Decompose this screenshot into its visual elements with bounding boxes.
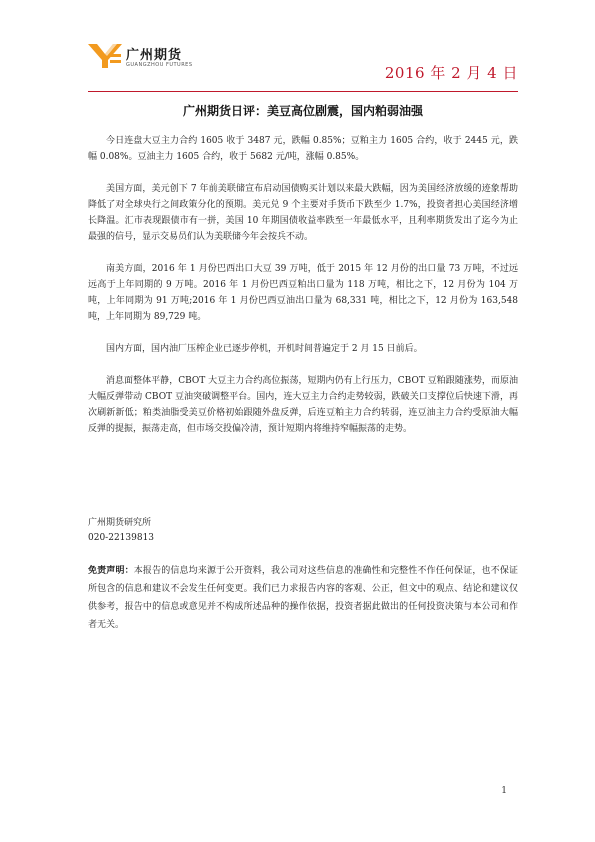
contact-phone: 020-22139813 (88, 533, 155, 543)
disclaimer (88, 562, 518, 634)
logo-text-cn: 广州期货 (126, 48, 183, 63)
disclaimer-text: 本报告的信息均来源于公开资料，我公司对这些信息的准确性和完整性不作任何保证，也不保证所包含的信息和建议不会发生任何变更。我们已力求报告内容的客观、公正，但文中的观点、结论和建议仅供参考，报告中的信息或意见并不构成所述品种的操作依据，投资者据此做出的任何投资决策与本公司和作者无关。 (88, 566, 518, 630)
paragraph-domestic: 国内方面，国内油厂压榨企业已逐步停机，开机时间普遍定于 2 月 15 日前后。 (106, 344, 423, 354)
report-footer (88, 516, 518, 634)
paragraph-us: 美国方面，美元创下 7 年前美联储宣布启动国债购买计划以来最大跌幅，因为美国经济放缓的迹象帮助降低了对全球央行之间政策分化的预期。美元兑 9 个主要对手货币下跌至少 1.7%，投资者担心美国经济增长降温。汇市表现跟债市有一拼，美国 10 年期国债收益率跌至一年最低水平，且利率期货发出了迄今为止最强的信号，显示交易员们认为美联储今年会按兵不动。 (88, 184, 518, 242)
disclaimer-label: 免责声明： (88, 566, 134, 576)
page-header (88, 38, 518, 90)
company-logo (88, 38, 228, 78)
paragraph-market-close: 今日连盘大豆主力合约 1605 收于 3487 元，跌幅 0.85%；豆粕主力 1605 合约，收于 2445 元，跌幅 0.08%。豆油主力 1605 合约，收于 5682 元/吨，涨幅 0.85%。 (88, 136, 518, 162)
paragraph-south-america: 南美方面，2016 年 1 月份巴西出口大豆 39 万吨，低于 2015 年 12 月份的出口量 73 万吨，不过远远高于上年同期的 9 万吨。2016 年 1 月份巴西豆粕出口量为 118 万吨，相比之下，12 月份为 104 万吨，上年同期为 91 万吨;2016 年 1 月份巴西豆油出口量为 68,331 吨，相比之下，12 月份为 163,548 吨，上年同期为 89,729 吨。 (88, 264, 518, 322)
report-title: 广州期货日评：美豆高位剧震，国内粕弱油强 (182, 104, 423, 118)
report-body (88, 133, 518, 453)
logo-mark-icon (88, 42, 122, 68)
paragraph-outlook: 消息面整体平静，CBOT 大豆主力合约高位振荡，短期内仍有上行压力，CBOT 豆粕跟随涨势，而原油大幅反弹带动 CBOT 豆油突破调整平台。国内，连大豆主力合约走势较弱，跌破关口支撑位后快速下滑，再次刷新新低；粕类油脂受美豆价格初始跟随外盘反弹，后连豆粕主力合约转弱，连豆油主力合约受原油大幅反弹的提振，振荡走高，但市场交投偏冷清，预计短期内将维持窄幅振荡的走势。 (88, 376, 518, 434)
report-date: 2016 年 2 月 4 日 (384, 64, 518, 82)
header-divider (88, 91, 518, 92)
page-number: 1 (501, 786, 507, 796)
logo-text-en: GUANGZHOU FUTURES (126, 62, 193, 68)
research-institute: 广州期货研究所 (88, 518, 152, 528)
